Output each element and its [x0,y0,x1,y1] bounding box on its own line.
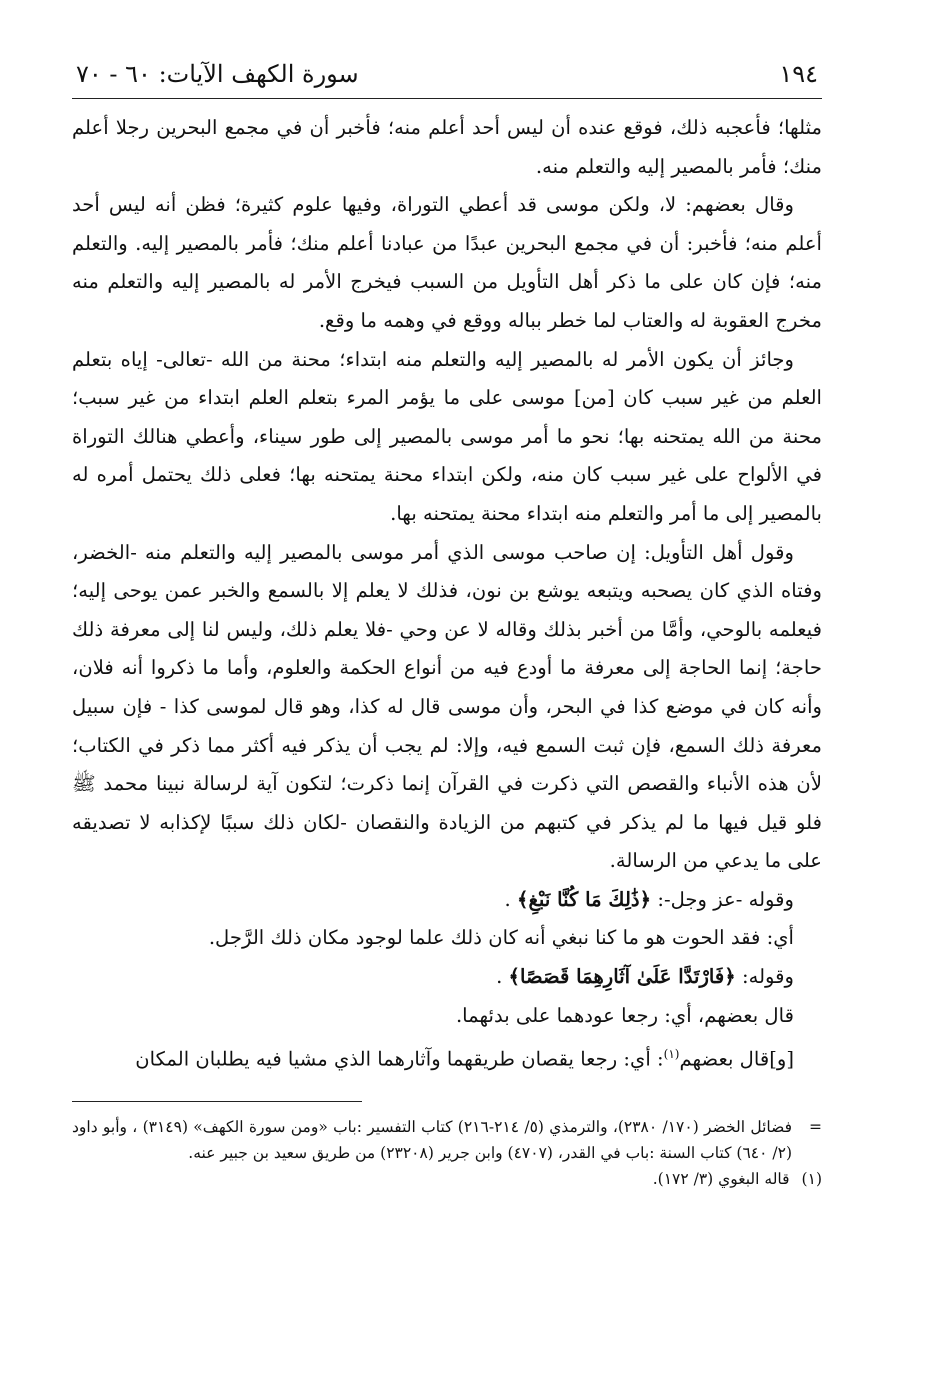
footnote-text-continuation: فضائل الخضر (١٧٠/ ٢٣٨٠)، والترمذي (٥/ ٢١٤-٢١٦) كتاب التفسير :باب «ومن سورة الكهف» (٣١٤٩) ، وأبو داود (٢/ ٦٤٠) كتاب السنة :باب في القدر، (٤٧٠٧) وابن جرير (٢٣٢٠٨) من طريق سعيد بن جبير عنه. [72,1118,793,1163]
page-number: ١٩٤ [779,60,818,88]
verse-2-prefix: وقوله: [735,965,794,989]
footnote-separator [72,1101,362,1102]
verse-1-prefix: وقوله -عز وجل-: [651,887,794,911]
footnote-ref-1: (١) [663,1047,680,1062]
footnote-mark-continuation: = [809,1118,822,1137]
verse-2-suffix: . [496,965,509,989]
verse-1-suffix: . [504,887,518,911]
page-header [72,60,822,99]
footnote-mark-1: (١) [801,1170,822,1189]
footnote-continuation [72,1114,822,1166]
paragraph-1: مثلها؛ فأعجبه ذلك، فوقع عنده أن ليس أحد أعلم منه؛ فأخبر أن في مجمع البحرين رجلا أعلم منك؛ فأمر بالمصير إليه والتعلم منه. [72,116,822,178]
explanation-2: قال بعضهم، أي: رجعا عودهما على بدئهما. [455,1003,794,1027]
paragraph-2: وقال بعضهم: لا، ولكن موسى قد أعطي التوراة، وفيها علوم كثيرة؛ فظن أنه ليس أحد أعلم منه؛ فأخبر: أن في مجمع البحرين عبدًا من عبادنا أعلم منك؛ فأمر بالمصير إليه. والتعلم منه؛ فإن كان على ما ذكر أهل التأويل من السبب فيخرج الأمر له بالمصير إليه والتعلم منه مخرج العقوبة له والعتاب لما خطر بباله ووقع في وهمه ما وقع. [72,193,822,332]
footnotes [72,1114,822,1192]
paragraph-4: وقول أهل التأويل: إن صاحب موسى الذي أمر موسى بالمصير إليه والتعلم منه -الخضر، وفتاه الذي كان يصحبه ويتبعه يوشع بن نون، فذلك لا يعلم إلا بالسمع والخبر عمن يوحى إليه؛ فيعلمه بالوحي، وأمَّا من أخبر بذلك وقاله لا عن وحي -فلا يعلم ذلك، وليس لنا إلى معرفة ذلك حاجة؛ إنما الحاجة إلى معرفة ما أودع فيه من أنواع الحكمة والعلوم، وأما ما ذكروا أنه فلان، وأنه كان في موضع كذا في البحر، وأن موسى قال له كذا، وهو قال لموسى كذا - فإن سبيل معرفة ذلك السمع، فإن ثبت السمع فيه، وإلا: لم يجب أن يذكر فيه أكثر مما ذكر في الكتاب؛ لأن هذه الأنباء والقصص التي ذكرت في القرآن إنما ذكرت؛ لتكون آية لرسالة نبينا محمد ﷺ فلو قيل فيها ما لم يذكر في كتبهم من الزيادة والنقصان -لكان ذلك سببًا لإكذابه لا تصديقه على ما يدعي من الرسالة. [72,540,822,873]
paragraph-3: وجائز أن يكون الأمر له بالمصير إليه والتعلم منه ابتداء؛ محنة من الله -تعالى- إياه بتعلم العلم من غير سبب كان [من] موسى على ما يؤمر المرء بتعلم العلم ابتداء من غير سبب؛ محنة من الله يمتحنه بها؛ نحو ما أمر موسى بالمصير إلى طور سيناء، وأعطي هنالك التوراة في الألواح على غير سبب كان منه، ولكن ابتداء محنة يمتحنه بها؛ فعلى ذلك يحتمل أمره له بالمصير إلى ما أمر والتعلم منه ابتداء محنة يمتحنه بها. [72,347,822,525]
verse-line-2 [72,958,822,997]
footnote-1 [72,1166,822,1192]
verse-line-1 [72,881,822,920]
running-title: سورة الكهف الآيات: ٦٠ - ٧٠ [76,60,359,88]
main-text [72,109,822,1079]
quran-verse-1: ﴿ذَٰلِكَ مَا كُنَّا نَبْغِ﴾ [517,887,652,911]
quran-verse-2: ﴿فَارْتَدَّا عَلَىٰ آثَارِهِمَا قَصَصًا﴾ [508,965,736,989]
book-page [72,60,822,1192]
footnote-text-1: قاله البغوي (٣/ ١٧٢). [652,1170,790,1189]
explanation-3 [72,1035,822,1079]
explanation-3-prefix: [و]قال بعضهم [679,1047,794,1071]
explanation-1: أي: فقد الحوت هو ما كنا نبغي أنه كان ذلك علما لوجود مكان ذلك الرَّجل. [208,926,794,950]
explanation-3-suffix: : أي: رجعا يقصان طريقهما وآثارهما الذي مشيا فيه يطلبان المكان [135,1047,664,1071]
